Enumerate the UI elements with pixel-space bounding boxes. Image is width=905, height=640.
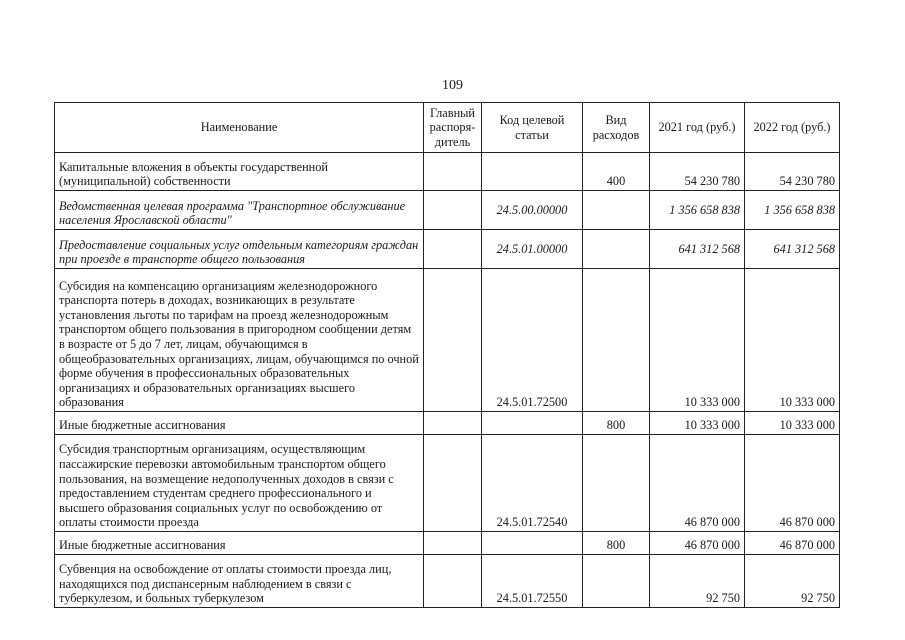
row-code: 24.5.00.00000 [482,191,583,230]
row-name: Капитальные вложения в объекты государственной (муниципальной) собственности [55,153,424,191]
header-2021: 2021 год (руб.) [650,103,745,153]
row-2022: 1 356 658 838 [745,191,840,230]
table-row [55,555,840,608]
header-2022: 2022 год (руб.) [745,103,840,153]
header-code: Код целевой статьи [482,103,583,153]
table-row [55,153,840,191]
table-row [55,230,840,269]
row-distributor [424,435,482,532]
table-row [55,532,840,555]
row-2021: 641 312 568 [650,230,745,269]
row-kind: 800 [583,532,650,555]
row-name: Иные бюджетные ассигнования [55,412,424,435]
row-kind [583,230,650,269]
row-2021: 46 870 000 [650,532,745,555]
table-row [55,191,840,230]
row-distributor [424,555,482,608]
header-distributor: Главный распоря-дитель [424,103,482,153]
row-2022: 10 333 000 [745,412,840,435]
row-2022: 46 870 000 [745,435,840,532]
row-code: 24.5.01.72550 [482,555,583,608]
row-2022: 10 333 000 [745,269,840,412]
header-row [55,103,840,153]
row-name: Ведомственная целевая программа "Транспортное обслуживание населения Ярославской области" [55,191,424,230]
header-name: Наименование [55,103,424,153]
row-2022: 92 750 [745,555,840,608]
row-2021: 10 333 000 [650,412,745,435]
row-code: 24.5.01.72500 [482,269,583,412]
table-row [55,412,840,435]
row-distributor [424,412,482,435]
row-name: Предоставление социальных услуг отдельным категориям граждан при проезде в транспорте общего пользования [55,230,424,269]
page-number: 109 [442,78,463,93]
row-code [482,532,583,555]
row-2021: 92 750 [650,555,745,608]
table-row [55,269,840,412]
row-name: Субсидия транспортным организациям, осуществляющим пассажирские перевозки автомобильным транспортом общего пользования, на возмещение недополученных доходов в связи с предоставлением студентам среднего профессионального и высшего образования социальных услуг по освобождению от оплаты стоимости проезда [55,435,424,532]
row-distributor [424,191,482,230]
row-name: Иные бюджетные ассигнования [55,532,424,555]
row-name: Субсидия на компенсацию организациям железнодорожного транспорта потерь в доходах, возникающих в результате установления льготы по тарифам на проезд железнодорожным транспортом общего пользования в пригородном сообщении детям в возрасте от 5 до 7 лет, лицам, обучающимся в общеобразовательных организациях, лицам, обучающимся по очной форме обучения в профессиональных образовательных организациях и образовательных организациях высшего образования [55,269,424,412]
row-code [482,412,583,435]
table-row [55,435,840,532]
row-kind [583,191,650,230]
row-code: 24.5.01.72540 [482,435,583,532]
row-kind [583,435,650,532]
row-2021: 46 870 000 [650,435,745,532]
row-2021: 54 230 780 [650,153,745,191]
row-kind: 400 [583,153,650,191]
budget-table [54,102,840,608]
row-kind: 800 [583,412,650,435]
row-2022: 46 870 000 [745,532,840,555]
row-distributor [424,269,482,412]
row-2021: 10 333 000 [650,269,745,412]
row-distributor [424,230,482,269]
row-2022: 641 312 568 [745,230,840,269]
row-2021: 1 356 658 838 [650,191,745,230]
row-kind [583,555,650,608]
row-kind [583,269,650,412]
row-distributor [424,153,482,191]
row-distributor [424,532,482,555]
row-code [482,153,583,191]
row-code: 24.5.01.00000 [482,230,583,269]
row-2022: 54 230 780 [745,153,840,191]
row-name: Субвенция на освобождение от оплаты стоимости проезда лиц, находящихся под диспансерным наблюдением в связи с туберкулезом, и больных туберкулезом [55,555,424,608]
header-kind: Вид расходов [583,103,650,153]
